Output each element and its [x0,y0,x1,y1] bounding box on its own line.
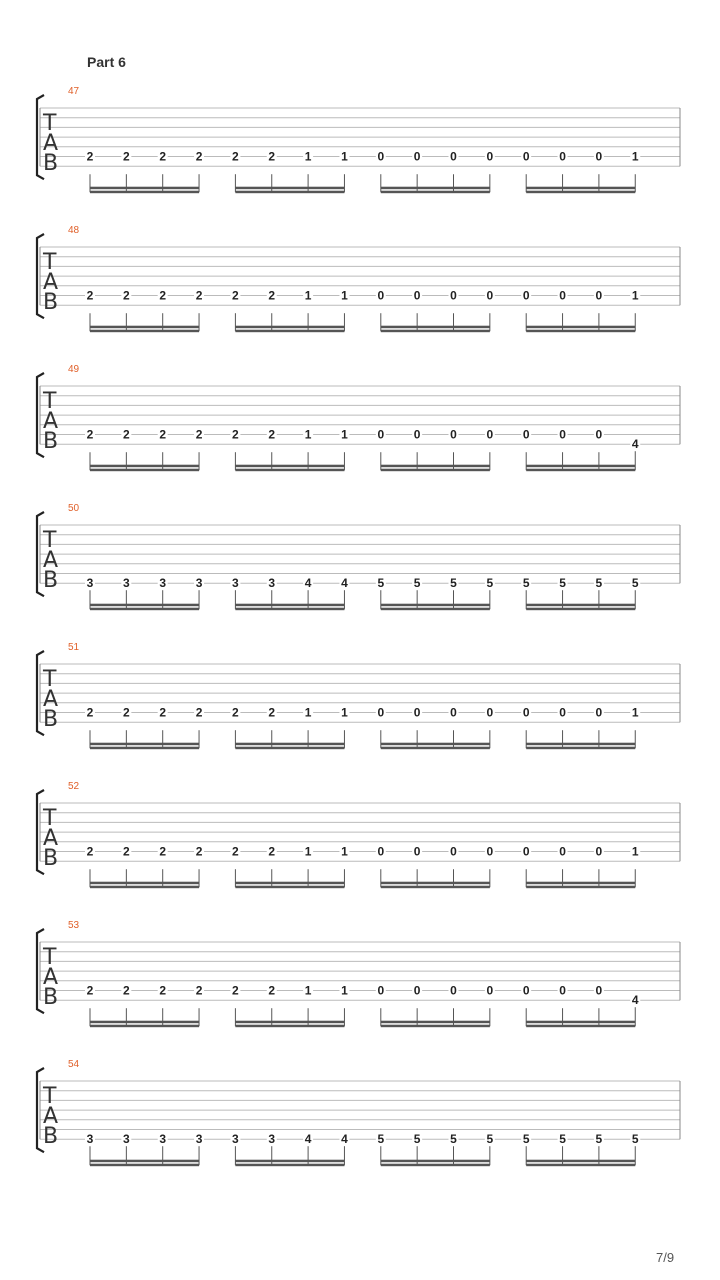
beam-secondary [526,1164,635,1167]
fret-number: 0 [522,427,530,442]
tab-letter-t: T [43,250,57,275]
beam-primary [235,326,344,329]
beam-primary [90,1021,199,1024]
fret-number: 0 [377,983,385,998]
fret-number: 0 [486,149,494,164]
fret-number: 3 [159,576,167,591]
tab-system [0,225,720,355]
beam-primary [90,604,199,607]
beam-primary [235,465,344,468]
fret-number: 3 [268,1132,276,1147]
beam-secondary [381,191,490,194]
fret-number: 3 [232,1132,239,1147]
fret-number: 3 [268,576,276,591]
fret-number: 0 [377,149,385,164]
fret-number: 5 [377,1132,385,1147]
beam-primary [526,187,635,190]
beam-primary [90,465,199,468]
tab-letter-a: A [43,826,59,851]
fret-number: 5 [486,1132,494,1147]
tab-staff [0,364,720,494]
fret-number: 0 [450,427,457,442]
fret-number: 2 [195,427,203,442]
page-number: 7/9 [656,1250,675,1265]
fret-number: 0 [559,427,566,442]
fret-number: 0 [413,288,421,303]
tab-letter-a: A [43,131,59,156]
tab-letter-a: A [43,965,59,990]
fret-number: 0 [522,705,530,720]
tab-letter-b: B [43,429,59,454]
fret-number: 2 [86,705,94,720]
fret-number: 5 [450,576,457,591]
fret-number: 4 [341,576,348,591]
measure-number: 52 [68,781,80,792]
fret-number: 1 [304,427,312,442]
beam-primary [90,882,199,885]
fret-number: 1 [631,844,639,859]
beam-secondary [90,886,199,889]
measure-number: 48 [68,225,80,236]
fret-number: 5 [595,1132,603,1147]
fret-number: 3 [123,1132,130,1147]
beam-primary [90,326,199,329]
fret-number: 2 [159,705,167,720]
beam-secondary [526,747,635,750]
fret-number: 1 [304,983,312,998]
fret-number: 0 [522,844,530,859]
fret-number: 0 [486,427,494,442]
fret-number: 0 [559,844,566,859]
tab-letter-t: T [43,806,57,831]
fret-number: 1 [631,149,639,164]
fret-number: 3 [232,576,239,591]
fret-number: 2 [159,149,167,164]
fret-number: 3 [195,1132,203,1147]
fret-number: 5 [631,576,639,591]
fret-number: 0 [595,983,603,998]
beam-secondary [381,886,490,889]
beam-primary [235,604,344,607]
fret-number: 1 [631,288,639,303]
beam-primary [235,1021,344,1024]
beam-secondary [526,330,635,333]
tab-staff [0,642,720,772]
fret-number: 2 [86,149,94,164]
fret-number: 0 [486,705,494,720]
beam-primary [526,1160,635,1163]
fret-number: 2 [159,288,167,303]
beam-primary [235,187,344,190]
fret-number: 2 [86,983,94,998]
tab-letter-b: B [43,985,59,1010]
beam-primary [381,187,490,190]
fret-number: 2 [86,288,94,303]
beam-primary [381,1021,490,1024]
tab-system [0,920,720,1050]
fret-number: 0 [377,844,385,859]
fret-number: 0 [413,705,421,720]
fret-number: 0 [450,288,457,303]
measure-number: 54 [68,1059,80,1070]
tab-letter-a: A [43,409,59,434]
beam-primary [381,743,490,746]
tab-letter-a: A [43,548,59,573]
tab-letter-t: T [43,528,57,553]
fret-number: 1 [341,288,348,303]
fret-number: 2 [123,983,130,998]
tab-system [0,503,720,633]
fret-number: 2 [268,149,276,164]
beam-secondary [90,330,199,333]
beam-primary [235,882,344,885]
fret-number: 0 [595,705,603,720]
fret-number: 1 [304,844,312,859]
beam-secondary [526,1025,635,1028]
fret-number: 5 [522,1132,530,1147]
beam-secondary [381,1025,490,1028]
beam-secondary [90,1025,199,1028]
beam-secondary [90,608,199,611]
fret-number: 1 [341,427,348,442]
beam-primary [526,743,635,746]
fret-number: 2 [232,427,239,442]
fret-number: 0 [522,288,530,303]
fret-number: 2 [123,844,130,859]
fret-number: 2 [159,844,167,859]
fret-number: 3 [86,576,94,591]
part-title: Part 6 [87,54,126,70]
fret-number: 2 [232,705,239,720]
fret-number: 5 [559,576,566,591]
tab-letter-b: B [43,707,59,732]
fret-number: 2 [159,983,167,998]
tab-system [0,86,720,216]
beam-secondary [90,1164,199,1167]
beam-secondary [381,608,490,611]
beam-primary [90,743,199,746]
beam-primary [381,465,490,468]
fret-number: 1 [631,705,639,720]
tab-letter-t: T [43,667,57,692]
fret-number: 0 [486,288,494,303]
tab-letter-b: B [43,846,59,871]
beam-primary [381,604,490,607]
beam-secondary [235,886,344,889]
fret-number: 4 [631,437,639,452]
measure-number: 51 [68,642,80,653]
fret-number: 1 [341,983,348,998]
beam-primary [526,465,635,468]
fret-number: 2 [123,149,130,164]
fret-number: 4 [341,1132,348,1147]
fret-number: 0 [559,149,566,164]
tab-system [0,781,720,911]
fret-number: 0 [486,983,494,998]
fret-number: 5 [631,1132,639,1147]
beam-secondary [235,330,344,333]
fret-number: 1 [304,705,312,720]
fret-number: 0 [559,705,566,720]
fret-number: 1 [341,844,348,859]
tab-staff [0,920,720,1050]
beam-primary [235,1160,344,1163]
beam-secondary [526,886,635,889]
measure-number: 53 [68,920,80,931]
fret-number: 4 [304,576,312,591]
tab-staff [0,781,720,911]
fret-number: 0 [522,983,530,998]
fret-number: 5 [377,576,385,591]
beam-primary [526,1021,635,1024]
beam-secondary [526,608,635,611]
beam-secondary [381,469,490,472]
beam-secondary [90,191,199,194]
beam-primary [381,1160,490,1163]
beam-secondary [235,1164,344,1167]
tab-letter-t: T [43,945,57,970]
tab-letter-b: B [43,568,59,593]
fret-number: 2 [86,844,94,859]
fret-number: 5 [595,576,603,591]
fret-number: 0 [450,705,457,720]
fret-number: 2 [232,983,239,998]
fret-number: 0 [559,288,566,303]
fret-number: 2 [268,983,276,998]
fret-number: 2 [195,288,203,303]
fret-number: 5 [559,1132,566,1147]
fret-number: 0 [377,288,385,303]
beam-secondary [526,191,635,194]
fret-number: 0 [450,844,457,859]
fret-number: 2 [195,844,203,859]
beam-secondary [235,469,344,472]
measure-number: 50 [68,503,80,514]
fret-number: 1 [341,705,348,720]
beam-primary [381,882,490,885]
tab-system [0,364,720,494]
fret-number: 0 [595,844,603,859]
fret-number: 5 [450,1132,457,1147]
fret-number: 0 [413,149,421,164]
tab-letter-t: T [43,389,57,414]
tab-letter-b: B [43,1124,59,1149]
tab-staff [0,1059,720,1189]
beam-primary [90,1160,199,1163]
fret-number: 4 [631,993,639,1008]
fret-number: 5 [413,576,421,591]
fret-number: 0 [595,288,603,303]
fret-number: 0 [559,983,566,998]
fret-number: 0 [595,427,603,442]
beam-secondary [381,747,490,750]
fret-number: 2 [86,427,94,442]
tab-letter-a: A [43,1104,59,1129]
beam-secondary [235,191,344,194]
beam-secondary [381,1164,490,1167]
fret-number: 2 [195,149,203,164]
fret-number: 2 [123,427,130,442]
fret-number: 0 [486,844,494,859]
fret-number: 3 [195,576,203,591]
beam-primary [235,743,344,746]
beam-secondary [235,608,344,611]
tab-letter-a: A [43,270,59,295]
beam-primary [526,882,635,885]
fret-number: 2 [123,705,130,720]
beam-secondary [235,747,344,750]
fret-number: 2 [268,705,276,720]
fret-number: 0 [413,844,421,859]
fret-number: 1 [304,288,312,303]
fret-number: 2 [268,844,276,859]
fret-number: 2 [268,427,276,442]
tab-system [0,642,720,772]
fret-number: 0 [413,983,421,998]
tab-letter-b: B [43,290,59,315]
tab-system [0,1059,720,1189]
fret-number: 3 [123,576,130,591]
tab-staff [0,225,720,355]
fret-number: 0 [522,149,530,164]
beam-primary [90,187,199,190]
tab-letter-a: A [43,687,59,712]
measure-number: 47 [68,86,80,97]
fret-number: 2 [232,149,239,164]
fret-number: 0 [450,149,457,164]
tab-letter-t: T [43,1084,57,1109]
fret-number: 2 [232,844,239,859]
tab-staff [0,86,720,216]
fret-number: 0 [450,983,457,998]
fret-number: 1 [341,149,348,164]
tab-staff [0,503,720,633]
fret-number: 5 [522,576,530,591]
fret-number: 0 [595,149,603,164]
beam-secondary [235,1025,344,1028]
beam-secondary [90,747,199,750]
fret-number: 2 [195,705,203,720]
fret-number: 2 [159,427,167,442]
beam-primary [381,326,490,329]
tab-letter-t: T [43,111,57,136]
fret-number: 4 [304,1132,312,1147]
fret-number: 5 [486,576,494,591]
tab-letter-b: B [43,151,59,176]
fret-number: 1 [304,149,312,164]
fret-number: 0 [377,705,385,720]
beam-secondary [90,469,199,472]
fret-number: 3 [159,1132,167,1147]
fret-number: 2 [123,288,130,303]
beam-primary [526,326,635,329]
fret-number: 2 [268,288,276,303]
fret-number: 2 [195,983,203,998]
beam-secondary [381,330,490,333]
beam-secondary [526,469,635,472]
measure-number: 49 [68,364,80,375]
fret-number: 0 [377,427,385,442]
fret-number: 5 [413,1132,421,1147]
fret-number: 2 [232,288,239,303]
fret-number: 0 [413,427,421,442]
fret-number: 3 [86,1132,94,1147]
beam-primary [526,604,635,607]
